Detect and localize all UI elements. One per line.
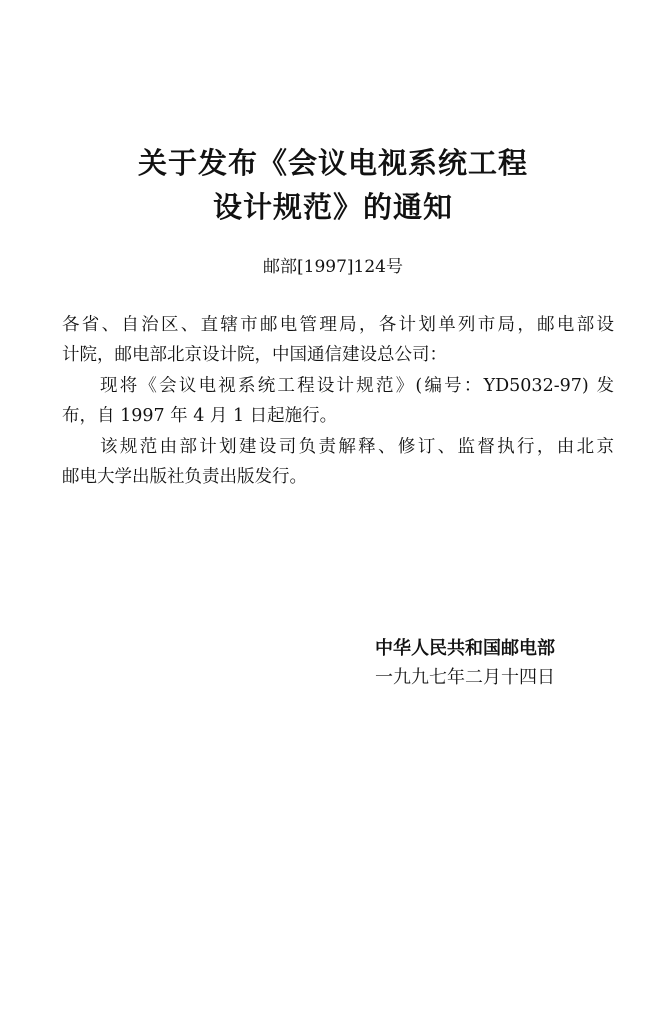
notice-title-line1: 关于发布《会议电视系统工程 <box>137 146 528 180</box>
addressees-line1: 各省、自治区、直辖市邮电管理局，各计划单列市局，邮电部设 <box>62 315 614 335</box>
notice-title-line2: 设计规范》的通知 <box>212 190 453 224</box>
document-number: 邮部[1997]124号 <box>263 257 403 277</box>
paragraph2-line2: 邮电大学出版社负责出版发行。 <box>62 467 307 487</box>
paragraph1-line2: 布，自 1997 年 4 月 1 日起施行。 <box>62 406 338 426</box>
paragraph1-line1: 现将《会议电视系统工程设计规范》(编号：YD5032-97) 发 <box>100 376 614 396</box>
issuing-organization: 中华人民共和国邮电部 <box>375 638 555 659</box>
addressees-line2: 计院，邮电部北京设计院，中国通信建设总公司： <box>62 345 447 365</box>
issue-date: 一九九七年二月十四日 <box>375 667 555 688</box>
paragraph2-line1: 该规范由部计划建设司负责解释、修订、监督执行，由北京 <box>100 437 614 457</box>
